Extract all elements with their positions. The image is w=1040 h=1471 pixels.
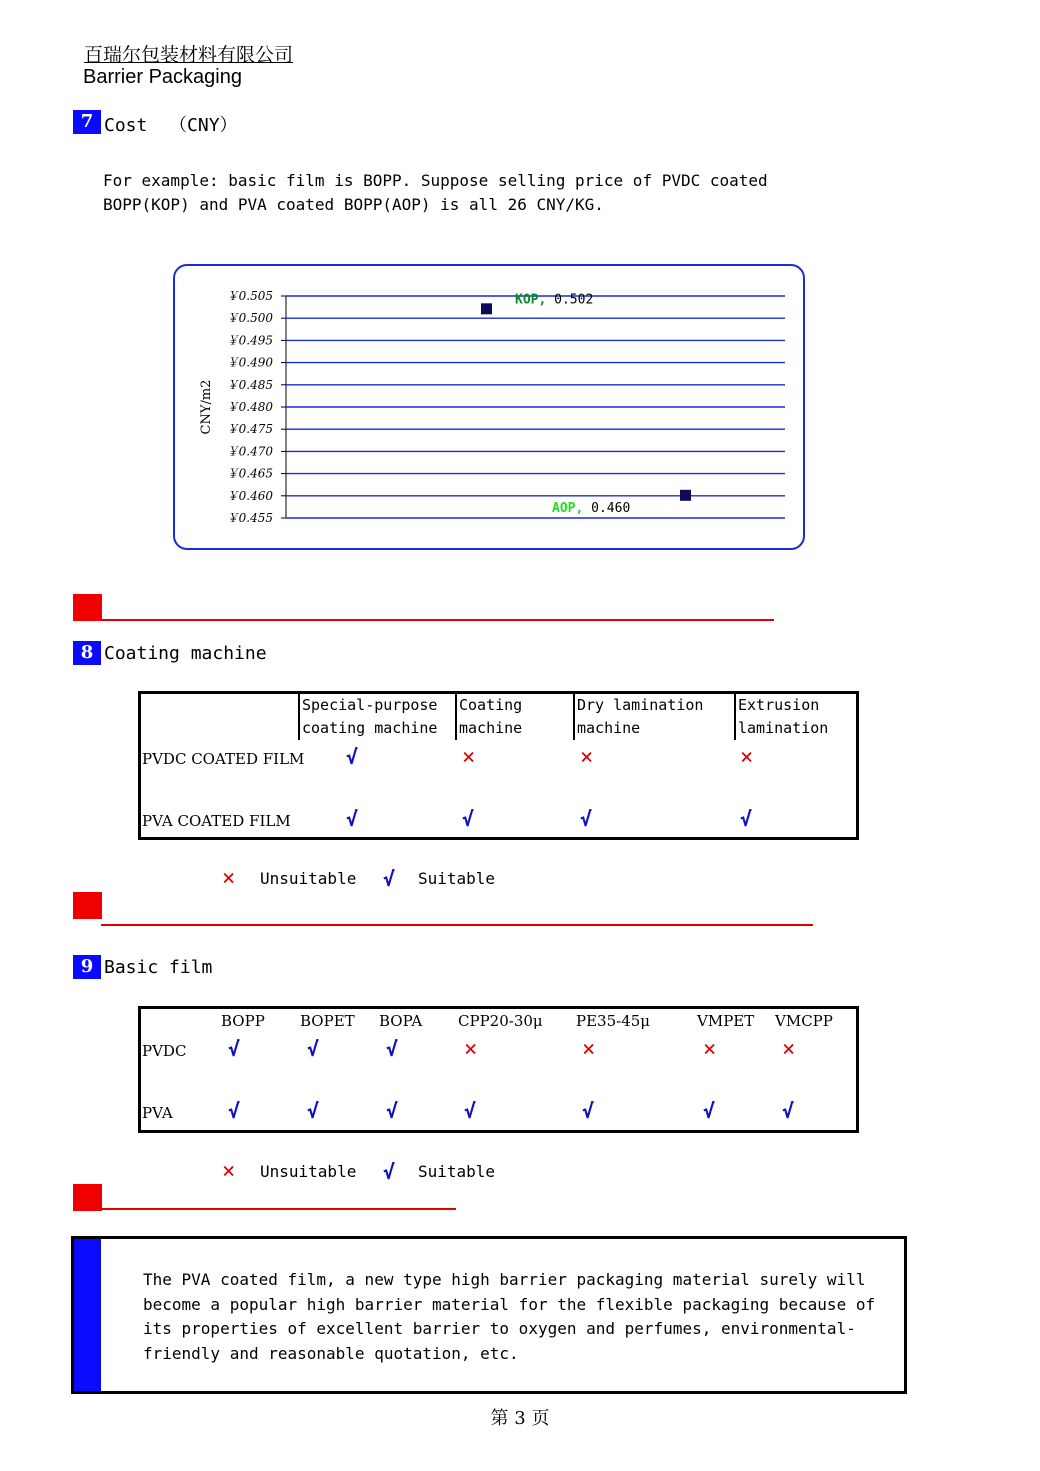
suitable-check-icon: √: [782, 1099, 795, 1123]
legend-suitable-label: Suitable: [418, 1162, 496, 1181]
column-header: BOPET: [300, 1012, 355, 1030]
suitable-check-icon: √: [580, 807, 593, 831]
row-label: PVDC COATED FILM: [142, 750, 305, 768]
y-tick-label: ￥0.490: [226, 355, 273, 370]
unsuitable-cross-icon: ×: [464, 1037, 478, 1062]
section-8-title: Coating machine: [104, 643, 267, 664]
section-8-number-badge: 8: [73, 641, 101, 665]
row-label: PVA: [142, 1104, 173, 1122]
data-label-kop: KOP, 0.502: [515, 292, 594, 308]
suitable-check-icon: √: [383, 867, 396, 891]
column-header: Special-purpose coating machine: [298, 694, 457, 740]
column-header: Extrusion lamination: [734, 694, 858, 740]
unsuitable-cross-icon: ×: [462, 745, 476, 770]
y-tick-label: ￥0.500: [226, 311, 273, 326]
unsuitable-cross-icon: ×: [703, 1037, 717, 1062]
suitable-check-icon: √: [346, 745, 359, 769]
y-tick-label: ￥0.480: [226, 400, 273, 414]
unsuitable-cross-icon: ×: [582, 1037, 596, 1062]
summary-accent-bar: [74, 1239, 101, 1391]
column-header: PE35-45μ: [576, 1012, 651, 1030]
suitable-check-icon: √: [582, 1099, 595, 1123]
section-9-title: Basic film: [104, 957, 213, 978]
suitable-check-icon: √: [383, 1160, 396, 1184]
y-tick-label: ￥0.495: [226, 333, 273, 348]
y-tick-label: ￥0.470: [226, 444, 273, 459]
column-header: VMPET: [697, 1012, 755, 1030]
suitable-check-icon: √: [740, 807, 753, 831]
column-header: Dry lamination machine: [573, 694, 736, 740]
suitable-check-icon: √: [386, 1037, 399, 1061]
cost-chart: [173, 264, 805, 550]
section-7-title: Cost （CNY）: [104, 115, 238, 136]
suitable-check-icon: √: [228, 1099, 241, 1123]
red-marker-square: [73, 594, 102, 621]
column-header: VMCPP: [775, 1012, 833, 1030]
y-tick-label: ￥0.460: [226, 488, 273, 503]
page-number: 第 3 页: [490, 1408, 550, 1429]
suitable-check-icon: √: [462, 807, 475, 831]
summary-text: The PVA coated film, a new type high barrier packaging material surely will become a popular high barrier material for the flexible packaging because of its properties of excellent barrier to oxygen and perfumes, environmental- friendly and reasonable quotation, etc.: [143, 1270, 876, 1363]
red-divider-line: [101, 924, 813, 926]
y-tick-label: ￥0.505: [226, 289, 273, 303]
suitable-check-icon: √: [307, 1037, 320, 1061]
y-tick-label: ￥0.455: [226, 511, 273, 525]
y-tick-label: ￥0.465: [226, 466, 273, 481]
red-marker-square: [73, 1184, 102, 1211]
suitable-check-icon: √: [307, 1099, 320, 1123]
column-header: BOPP: [221, 1012, 265, 1030]
suitable-check-icon: √: [346, 807, 359, 831]
column-header: BOPA: [379, 1012, 423, 1030]
suitable-check-icon: √: [386, 1099, 399, 1123]
unsuitable-cross-icon: ×: [580, 745, 594, 770]
red-divider-line: [101, 1208, 456, 1210]
suitable-check-icon: √: [703, 1099, 716, 1123]
y-tick-label: ￥0.485: [226, 377, 273, 392]
unsuitable-cross-icon: ×: [222, 866, 236, 891]
section-7-number-badge: 7: [73, 110, 101, 134]
column-header: CPP20-30μ: [458, 1012, 543, 1030]
data-point-kop: [481, 303, 492, 314]
suitable-check-icon: √: [464, 1099, 477, 1123]
column-header: Coating machine: [455, 694, 575, 740]
legend-suitable-label: Suitable: [418, 869, 496, 888]
unsuitable-cross-icon: ×: [222, 1159, 236, 1184]
legend-unsuitable-label: Unsuitable: [260, 1162, 357, 1181]
data-point-aop: [680, 490, 691, 501]
section-9-number-badge: 9: [73, 955, 101, 979]
legend-unsuitable-label: Unsuitable: [260, 869, 357, 888]
suitable-check-icon: √: [228, 1037, 241, 1061]
red-divider-line: [101, 619, 774, 621]
red-marker-square: [73, 892, 102, 919]
unsuitable-cross-icon: ×: [782, 1037, 796, 1062]
company-name-chinese: 百瑞尔包装材料有限公司: [84, 44, 294, 66]
y-axis-label: CNY/m2: [199, 379, 214, 435]
company-name-english: Barrier Packaging: [83, 66, 242, 88]
section-7-paragraph: For example: basic film is BOPP. Suppose selling price of PVDC coated BOPP(KOP) and PVA coated BOPP(AOP) is all 26 CNY/KG.: [103, 171, 768, 214]
unsuitable-cross-icon: ×: [740, 745, 754, 770]
row-label: PVA COATED FILM: [142, 812, 291, 830]
row-label: PVDC: [142, 1042, 187, 1060]
data-label-aop: AOP, 0.460: [552, 500, 631, 516]
y-tick-label: ￥0.475: [226, 422, 273, 437]
